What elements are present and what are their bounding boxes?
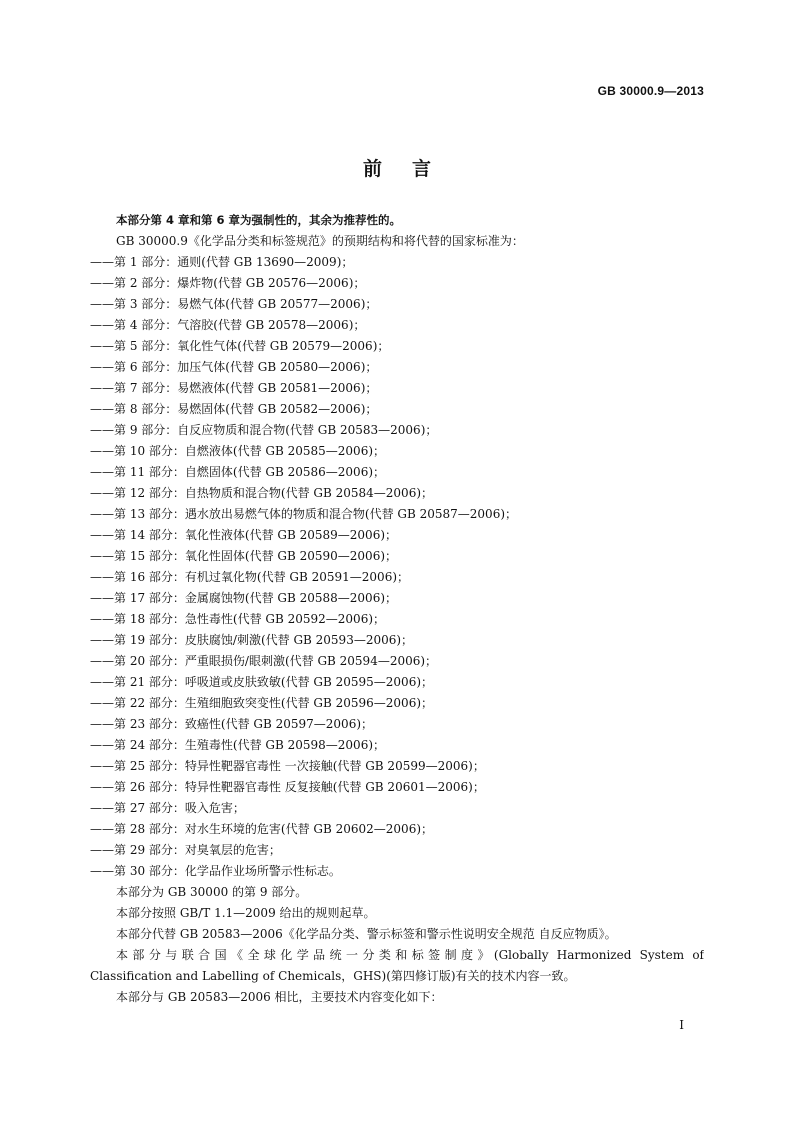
part-list-item: ——第 14 部分：氧化性液体(代替 GB 20589—2006)； bbox=[90, 528, 398, 542]
structure-statement: GB 30000.9《化学品分类和标签规范》的预期结构和将代替的国家标准为： bbox=[116, 234, 524, 248]
part-list-item: ——第 23 部分：致癌性(代替 GB 20597—2006)； bbox=[90, 717, 374, 731]
foreword-body bbox=[90, 210, 704, 1008]
part-list-item: ——第 29 部分：对臭氧层的危害； bbox=[90, 843, 281, 857]
part-list-item: ——第 10 部分：自燃液体(代替 GB 20585—2006)； bbox=[90, 444, 386, 458]
paragraph-part-number: 本部分为 GB 30000 的第 9 部分。 bbox=[116, 885, 308, 899]
standard-number: GB 30000.9—2013 bbox=[597, 84, 704, 98]
part-list-item: ——第 7 部分：易燃液体(代替 GB 20581—2006)； bbox=[90, 381, 378, 395]
part-list-item: ——第 2 部分：爆炸物(代替 GB 20576—2006)； bbox=[90, 276, 366, 290]
part-list-item: ——第 9 部分：自反应物质和混合物(代替 GB 20583—2006)； bbox=[90, 423, 438, 437]
part-list-item: ——第 25 部分：特异性靶器官毒性 一次接触(代替 GB 20599—2006)； bbox=[90, 759, 485, 773]
part-list-item: ——第 4 部分：气溶胶(代替 GB 20578—2006)； bbox=[90, 318, 366, 332]
part-list-item: ——第 24 部分：生殖毒性(代替 GB 20598—2006)； bbox=[90, 738, 386, 752]
part-list-item: ——第 18 部分：急性毒性(代替 GB 20592—2006)； bbox=[90, 612, 386, 626]
page-title: 前言 bbox=[362, 158, 461, 180]
part-list-item: ——第 30 部分：化学品作业场所警示性标志。 bbox=[90, 864, 341, 878]
part-list-item: ——第 16 部分：有机过氧化物(代替 GB 20591—2006)； bbox=[90, 570, 410, 584]
part-list-item: ——第 22 部分：生殖细胞致突变性(代替 GB 20596—2006)； bbox=[90, 696, 434, 710]
paragraph-ghs-line-2: Classification and Labelling of Chemicals，GHS)(第四修订版)有关的技术内容一致。 bbox=[90, 969, 576, 983]
part-list-item: ——第 15 部分：氧化性固体(代替 GB 20590—2006)； bbox=[90, 549, 398, 563]
part-list-item: ——第 11 部分：自燃固体(代替 GB 20586—2006)； bbox=[90, 465, 386, 479]
paragraph-replaces: 本部分代替 GB 20583—2006《化学品分类、警示标签和警示性说明安全规范 自反应物质》。 bbox=[116, 927, 617, 941]
part-list-item: ——第 27 部分：吸入危害； bbox=[90, 801, 245, 815]
part-list-item: ——第 12 部分：自热物质和混合物(代替 GB 20584—2006)； bbox=[90, 486, 434, 500]
paragraph-drafting-rules: 本部分按照 GB/T 1.1—2009 给出的规则起草。 bbox=[116, 906, 376, 920]
part-list-item: ——第 28 部分：对水生环境的危害(代替 GB 20602—2006)； bbox=[90, 822, 434, 836]
part-list-item: ——第 5 部分：氧化性气体(代替 GB 20579—2006)； bbox=[90, 339, 390, 353]
part-list-item: ——第 8 部分：易燃固体(代替 GB 20582—2006)； bbox=[90, 402, 378, 416]
paragraph-changes: 本部分与 GB 20583—2006 相比，主要技术内容变化如下： bbox=[116, 990, 443, 1004]
mandatory-statement: 本部分第 4 章和第 6 章为强制性的，其余为推荐性的。 bbox=[116, 213, 402, 227]
part-list-item: ——第 1 部分：通则(代替 GB 13690—2009)； bbox=[90, 255, 354, 269]
part-list-item: ——第 3 部分：易燃气体(代替 GB 20577—2006)； bbox=[90, 297, 378, 311]
part-list-item: ——第 13 部分：遇水放出易燃气体的物质和混合物(代替 GB 20587—2006)； bbox=[90, 507, 518, 521]
part-list-item: ——第 21 部分：呼吸道或皮肤致敏(代替 GB 20595—2006)； bbox=[90, 675, 434, 689]
part-list-item: ——第 6 部分：加压气体(代替 GB 20580—2006)； bbox=[90, 360, 378, 374]
page-number: I bbox=[679, 1018, 684, 1032]
parts-list bbox=[90, 252, 704, 882]
part-list-item: ——第 17 部分：金属腐蚀物(代替 GB 20588—2006)； bbox=[90, 591, 398, 605]
part-list-item: ——第 20 部分：严重眼损伤/眼刺激(代替 GB 20594—2006)； bbox=[90, 654, 438, 668]
part-list-item: ——第 19 部分：皮肤腐蚀/刺激(代替 GB 20593—2006)； bbox=[90, 633, 414, 647]
paragraph-ghs-line-1: 本部分与联合国《全球化学品统一分类和标签制度》(Globally Harmonized System of bbox=[116, 948, 704, 962]
part-list-item: ——第 26 部分：特异性靶器官毒性 反复接触(代替 GB 20601—2006)； bbox=[90, 780, 485, 794]
